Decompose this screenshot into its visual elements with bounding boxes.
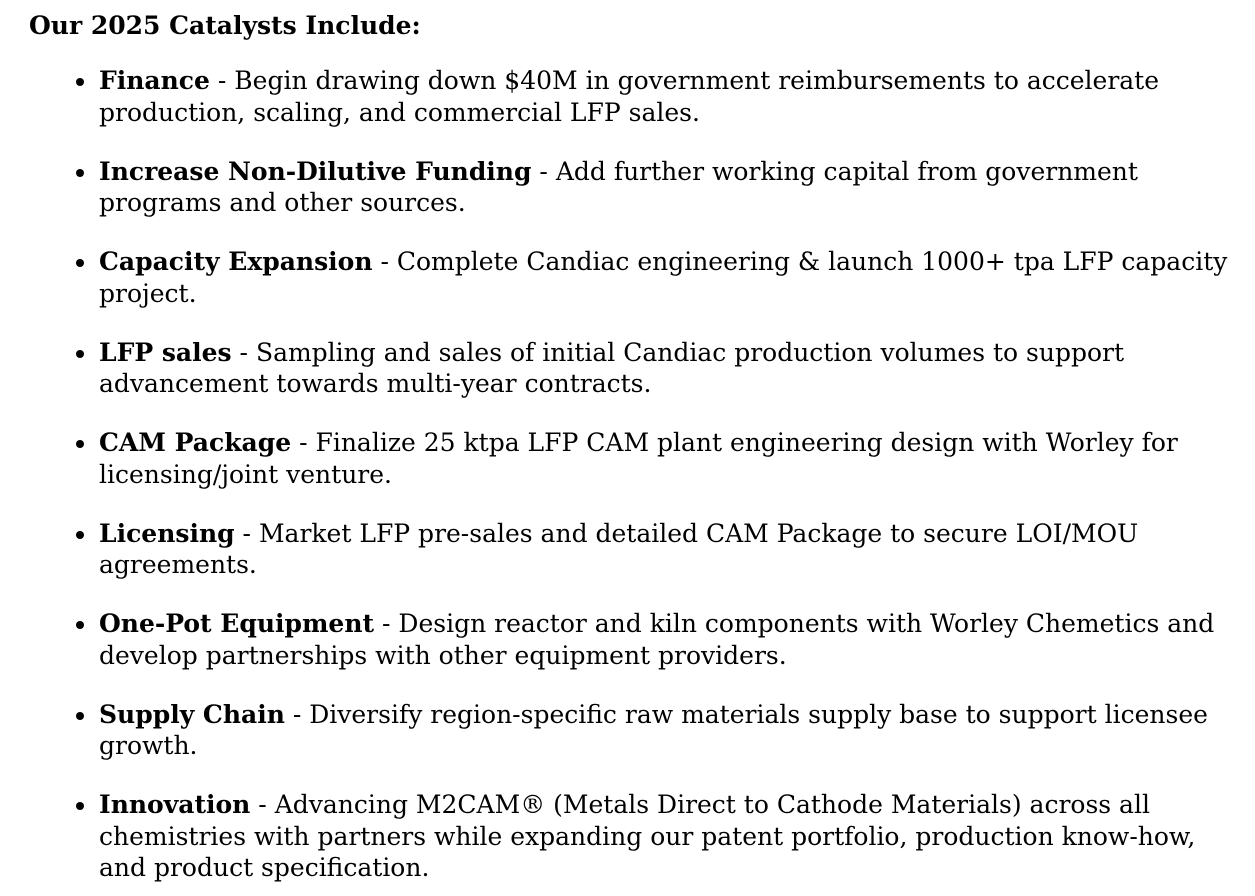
catalyst-list xyxy=(29,65,1255,884)
list-item xyxy=(29,699,1255,762)
item-separator: - xyxy=(372,247,397,276)
item-text: Diversify region-specific raw materials supply base to support licensee growth. xyxy=(99,699,1208,760)
item-text: Finalize 25 ktpa LFP CAM plant engineering design with Worley for licensing/joint venture. xyxy=(99,428,1178,489)
item-term: Finance xyxy=(99,66,210,95)
item-separator: - xyxy=(531,156,556,186)
item-separator: - xyxy=(284,699,310,729)
item-separator: - xyxy=(231,337,256,367)
item-text: Advancing M2CAM® (Metals Direct to Cathode Materials) across all chemistries with partners while expanding our patent portfolio, production know-how, and product specification. xyxy=(99,790,1196,882)
bullet-icon xyxy=(76,712,84,720)
list-item xyxy=(29,427,1255,490)
item-term: Supply Chain xyxy=(99,699,285,729)
item-separator: - xyxy=(234,518,259,548)
item-text: Market LFP pre-sales and detailed CAM Package to secure LOI/MOU agreements. xyxy=(99,518,1139,579)
item-term: Licensing xyxy=(99,518,235,548)
bullet-icon xyxy=(76,440,84,448)
item-term: Capacity Expansion xyxy=(99,247,373,276)
list-item xyxy=(29,518,1255,581)
item-term: CAM Package xyxy=(99,428,292,457)
bullet-icon xyxy=(76,531,84,539)
list-item xyxy=(29,65,1255,128)
item-separator: - xyxy=(374,609,399,638)
list-item xyxy=(29,246,1255,309)
bullet-icon xyxy=(76,169,84,177)
list-item xyxy=(29,789,1255,884)
item-term: LFP sales xyxy=(99,337,232,367)
item-text: Begin drawing down $40M in government reimbursements to accelerate production, scaling, and commercial LFP sales. xyxy=(99,66,1160,127)
section-heading: Our 2025 Catalysts Include: xyxy=(29,11,421,40)
bullet-icon xyxy=(76,802,84,810)
item-separator: - xyxy=(209,66,235,95)
list-item xyxy=(29,337,1255,400)
item-term: One-Pot Equipment xyxy=(99,609,375,638)
bullet-icon xyxy=(76,259,84,267)
item-text: Add further working capital from government programs and other sources. xyxy=(99,156,1138,217)
item-text: Complete Candiac engineering & launch 1000+ tpa LFP capacity project. xyxy=(99,247,1228,308)
item-separator: - xyxy=(291,428,316,457)
item-text: Sampling and sales of initial Candiac production volumes to support advancement towards multi-year contracts. xyxy=(99,337,1125,398)
item-text: Design reactor and kiln components with Worley Chemetics and develop partnerships with other equipment providers. xyxy=(99,609,1215,670)
list-item xyxy=(29,608,1255,671)
item-separator: - xyxy=(250,790,275,819)
list-item xyxy=(29,156,1255,219)
bullet-icon xyxy=(76,78,84,86)
item-term: Increase Non-Dilutive Funding xyxy=(99,156,532,186)
bullet-icon xyxy=(76,350,84,358)
bullet-icon xyxy=(76,621,84,629)
item-term: Innovation xyxy=(99,790,251,819)
